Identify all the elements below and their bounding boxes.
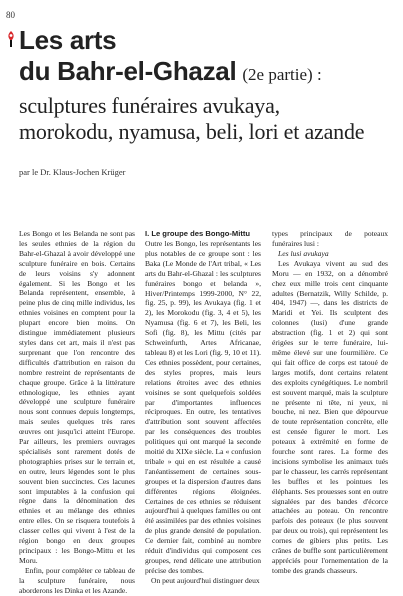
subsection-heading: Les lusi avukaya <box>278 248 329 258</box>
ornament-icon <box>6 30 16 48</box>
article-part-label: (2e partie) : <box>242 65 322 84</box>
column2-paragraph: On peut aujourd'hui distinguer deux <box>151 575 260 585</box>
article-title-line2 <box>19 57 322 89</box>
column1-paragraph: Enfin, pour compléter ce tableau de la sculpture funéraire, nous aborderons les Dinka et les Azande. <box>19 565 135 595</box>
column3-intro: types principaux de poteaux funéraires lusi : <box>272 229 388 248</box>
column1-paragraph: Les Bongo et les Belanda ne sont pas les seules ethnies de la région du Bahr-el-Ghazal à avoir développé une sculpture funéraire en bois. Certains de leurs voisins s'y adonnent également. Si les Bongo et les Belanda représentent, ensemble, à peine plus de cinq mille individus, les ethnies voisines en comptent pour la plupart encore bien moins. On distingue immédiatement plusieurs styles dans cet art, mais il n'est pas surprenant que l'on rencontre des difficultés d'attribution en raison du nombre restreint de représentants de chaque groupe. Grâce à la littérature ethnologique, les ethnies ayant développé une sculpture funéraire nous sont connues depuis longtemps, mais seules quelques très rares œuvres ont jusqu'ici atteint l'Europe. Par ailleurs, les premiers ouvrages spécialisés sont rarement dotés de photographies prises sur le terrain et, en outre, leurs légendes sont le plus souvent bien succinctes. Ces lacunes sont imputables à la confusion qui règne dans la dénomination des ethnies et au mélange des ethnies entre elles. On se risquera toutefois à classer celles qui vivent à l'est de la région bongo en deux groupes principaux : les Bongo-Mittu et les Moru. <box>19 229 135 565</box>
author-byline: par le Dr. Klaus-Jochen Krüger <box>19 167 126 177</box>
page-number: 80 <box>6 10 15 20</box>
column2-paragraph: Outre les Bongo, les représentants les plus notables de ce groupe sont : les Baka (Le Monde de l'Art tribal, « Les arts du Bahr-el-Ghazal : les sculptures funéraires bongo et belanda », Hiver/Printemps 1999-2000, N° 22, fig. 25, p. 99), les Avukaya (fig. 1 et 2), les Morokodu (fig. 3, 4 et 5), les Nyamusa (fig. 6 et 7), les Beli, les Sofi (fig. 8), les Mittu (cités par Schweinfurth, Artes Africanae, tableau 8) et les Lori (fig. 9, 10 et 11). Ces ethnies possèdent, pour certaines, des styles propres, mais leurs relations étroites avec des ethnies voisines se sont quelquefois soldées par d'importantes influences réciproques. En outre, les tentatives d'attribution sont souvent affectées par les conséquences des troubles politiques qui ont marqué la seconde moitié du XIXe siècle. La « confusion tribale » qui en est résultée a causé l'anéantissement de certaines sous-groupes et la dispersion d'autres dans différentes régions éloignées. Certaines de ces ethnies se réduisent aujourd'hui à quelques familles ou ont été assimilées par des ethnies voisines de plus grande densité de population. Ce dernier fait, combiné au nombre réduit d'individus qui composent ces groupes, rend délicate une attribution précise des tombes. <box>145 239 261 575</box>
article-title-line1: Les arts <box>19 25 117 55</box>
subtitle-line2: morokodu, nyamusa, beli, lori et azande <box>19 119 365 144</box>
subtitle-line1: sculptures funéraires avukaya, <box>19 93 280 118</box>
column-1 <box>19 229 135 596</box>
column-3 <box>272 229 388 576</box>
article-title-line2-text: du Bahr-el-Ghazal <box>19 56 237 86</box>
column-2 <box>145 229 261 586</box>
section-heading: I. Le groupe des Bongo-Mittu <box>145 229 251 238</box>
column3-paragraph: Les Avukaya vivent au sud des Moru — en 1932, on a dénombré chez eux mille trois cent cinquante adultes (Bernatzik, Willy Schilde, p. 404, 1947) —, dans les districts de Maridi et Yei. Ils sculptent des colonnes (lusi) d'une grande abstraction (fig. 1 et 2) qui sont érigées sur le terre funéraire, lui-même élevé sur une fourmilière. Ce qui fait office de corps est tatoué de larges motifs, dont certains relatent des exploits cynégétiques. Le nombril est souvent marqué, mais la sculpture ne présente ni tête, ni yeux, ni bouche, ni nez. Bien que dépourvue de toute représentation concrète, elle est censée figurer le mort. Les poteaux à extrémité en forme de fourche sont rares. La forme des incisions symbolise les animaux tués par le chasseur, les carrés représentant les buffles et les pointues les éléphants. Ses prouesses sont en outre signalées par des bandes d'écorce attachées au poteau. On rencontre parfois des poteaux (le plus souvent par deux ou trois), qui représentent les cornes de gibiers plus petits. Les crânes de buffle sont particulièrement appréciés pour l'ornementation de la tombe des grands chasseurs. <box>272 258 388 575</box>
